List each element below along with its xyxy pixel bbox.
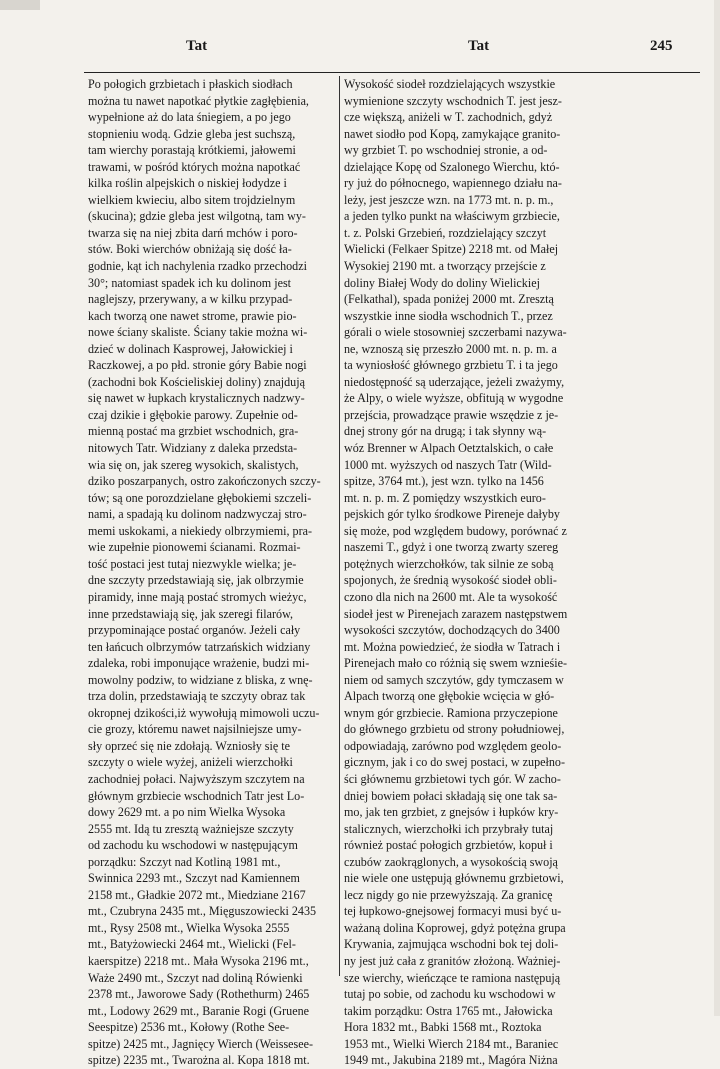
text-line: 2378 mt., Jaworowe Sady (Rothethurm) 2465 xyxy=(88,987,310,1002)
text-line: leży, jest jeszcze wzn. na 1773 mt. n. p. m., xyxy=(344,192,554,207)
right-text-column xyxy=(344,76,616,1069)
text-line: dne szczyty przedstawiają się, jak olbrzymie xyxy=(88,573,304,588)
header-rule xyxy=(84,72,700,73)
text-line: dnej strony gór na drugą; i tak słynny wą- xyxy=(344,424,547,439)
text-line: tej łupkowo-gnejsowej formacyi musi być u- xyxy=(344,904,562,919)
text-line: Raczkowej, a po płd. stronie góry Babie nogi xyxy=(88,358,307,373)
text-line: ny jest już cała z granitów złożoną. Ważniej- xyxy=(344,953,561,968)
text-line: spitze) 2235 mt., Twarożna al. Kopa 1818 mt. xyxy=(88,1053,310,1068)
text-line: tam wierchy porastają krótkiemi, jałowemi xyxy=(88,143,296,158)
page-number: 245 xyxy=(650,38,673,54)
text-line: stopnieniu wodą. Gdzie gleba jest suchszą, xyxy=(88,126,296,141)
text-line: cze większą, aniżeli w T. zachodnich, gdyż xyxy=(344,110,553,125)
text-line: wie zupełnie pionowemi ścianami. Rozmai- xyxy=(88,540,301,555)
text-line: ważaną dolina Koprowej, gdyż potężna grupa xyxy=(344,920,566,935)
text-line: niem od samych szczytów, gdy tymczasem w xyxy=(344,672,564,687)
text-line: również postać połogich grzbietów, kopuł i xyxy=(344,838,553,853)
text-line: wy grzbiet T. po wschodniej stronie, a od- xyxy=(344,143,548,158)
text-line: od zachodu ku wschodowi w następującym xyxy=(88,838,298,853)
text-line: godnie, kąt ich nachylenia rzadko przechodzi xyxy=(88,259,307,274)
text-line: ta wyniosłość głównego grzbietu T. i ta jego xyxy=(344,358,558,373)
text-line: Waże 2490 mt., Szczyt nad doliną Rówienki xyxy=(88,970,303,985)
text-line: ry już do północnego, wapiennego działu na- xyxy=(344,176,562,191)
text-line: nami, a spadają ku dolinom nadzwyczaj stro- xyxy=(88,507,307,522)
text-line: mt. n. p. m. Z pomiędzy wszystkich euro- xyxy=(344,490,546,505)
text-line: kaerspitze) 2218 mt.. Mała Wysoka 2196 mt., xyxy=(88,953,309,968)
text-line: można tu nawet napotkać płytkie zagłębienia, xyxy=(88,93,309,108)
text-line: mienną postać ma grzbiet wschodnich, gra- xyxy=(88,424,299,439)
text-line: czono dla nich na 2600 mt. Ale ta wysokość xyxy=(344,589,558,604)
text-line: się może, pod względem budowy, porównać z xyxy=(344,523,567,538)
text-line: że Alpy, o wiele wyższe, obfitują w wygodne xyxy=(344,391,564,406)
text-line: 1953 mt., Wielki Wierch 2184 mt., Baraniec xyxy=(344,1036,559,1051)
text-line: spojonych, że średnią wysokość siodeł obli- xyxy=(344,573,557,588)
text-line: wysokości szczytów, dochodzących do 3400 xyxy=(344,623,560,638)
text-line: dzieć w dolinach Kasprowej, Jałowickiej i xyxy=(88,341,293,356)
text-line: wypełnione aż do lata śniegiem, a po jego xyxy=(88,110,291,125)
text-line: takim porządku: Ostra 1765 mt., Jałowicka xyxy=(344,1003,553,1018)
text-line: tutaj po sobie, od zachodu ku wschodowi w xyxy=(344,987,556,1002)
text-line: porządku: Szczyt nad Kotliną 1981 mt., xyxy=(88,854,281,869)
text-line: nawet siodło pod Kopą, zamykające granito- xyxy=(344,126,561,141)
text-line: górali o wiele stosowniej szczerbami nazywa- xyxy=(344,325,567,340)
text-line: niedostępność są uderzające, jeżeli zważymy, xyxy=(344,374,565,389)
text-line: memi uskokami, a niekiedy olbrzymiemi, pra- xyxy=(88,523,313,538)
text-line: doliny Białej Wody do doliny Wielickiej xyxy=(344,275,540,290)
text-line: t. z. Polski Grzebień, rozdzielający szczyt xyxy=(344,225,547,240)
text-line: naglejszy, przerywany, a w kilku przypad- xyxy=(88,292,293,307)
column-divider xyxy=(339,76,340,976)
text-line: pejskich gór tylko środkowe Pireneje dałyby xyxy=(344,507,560,522)
text-line: 1000 mt. wyższych od naszych Tatr (Wild- xyxy=(344,457,552,472)
text-line: sły oprzeć się nie zdołają. Wzniosły się te xyxy=(88,738,290,753)
text-line: Wysokiej 2190 mt. a tworzący przejście z xyxy=(344,259,546,274)
text-line: Wysokość siodeł rozdzielających wszystkie xyxy=(344,77,556,91)
text-line: mt., Rysy 2508 mt., Wielka Wysoka 2555 xyxy=(88,920,290,935)
text-line: wnym gór grzbiecie. Ramiona przyczepione xyxy=(344,705,558,720)
text-line: wóz Brenner w Alpach Oetztalskich, o całe xyxy=(344,441,554,456)
text-line: mo, jak ten grzbiet, z gnejsów i łupków kry- xyxy=(344,805,559,820)
text-line: mt., Lodowy 2629 mt., Baranie Rogi (Gruene xyxy=(88,1003,310,1018)
text-line: do głównego grzbietu od strony południowej, xyxy=(344,722,565,737)
text-line: wielkiem kwieciu, albo sitem trojdzielnym xyxy=(88,192,296,207)
text-line: twarza się na niej zbita darń mchów i poro- xyxy=(88,225,298,240)
text-line: wszystkie inne siodła wschodnich T., przez xyxy=(344,308,553,323)
page-header xyxy=(0,38,720,60)
text-line: się nawet w łupkach krystalicznych nadzwy- xyxy=(88,391,305,406)
text-line: przypominające postać organów. Jeżeli cały xyxy=(88,623,301,638)
text-line: spitze, 3764 mt.), jest wzn. tylko na 1456 xyxy=(344,474,544,489)
text-line: dziko poszarpanych, ostro zakończonych szczy- xyxy=(88,474,321,489)
text-line: kilka roślin alpejskich o niskiej łodydze i xyxy=(88,176,287,191)
text-line: trza dolin, przedstawiają te szczyty obraz tak xyxy=(88,689,306,704)
text-line: Swinnica 2293 mt., Szczyt nad Kamiennem xyxy=(88,871,300,886)
text-line: inne przedstawiają się, jak szeregi filarów, xyxy=(88,606,294,621)
text-line: (skucina); gdzie gleba jest wilgotną, tam wy- xyxy=(88,209,306,224)
text-line: (Felkathal), spada poniżej 2000 mt. Zresztą xyxy=(344,292,554,307)
text-line: ten łańcuch olbrzymów tatrzańskich widziany xyxy=(88,639,311,654)
text-line: naszemi T., gdyż i one tworzą zwarty szereg xyxy=(344,540,559,555)
text-line: spitze) 2425 mt., Jagnięcy Wierch (Weissesee- xyxy=(88,1036,313,1051)
text-line: Alpach tworzą one głębokie wcięcia w głó- xyxy=(344,689,555,704)
text-line: ne, wznoszą się przeszło 2000 mt. n. p. m. a xyxy=(344,341,557,356)
text-line: głównym grzbiecie wschodnich Tatr jest Lo- xyxy=(88,788,305,803)
text-line: okropnej dzikości,iż wywołują mimowoli uczu- xyxy=(88,705,320,720)
text-line: dniej bowiem połaci składają się one tak sa- xyxy=(344,788,558,803)
text-line: piramidy, inne mają postać stromych wieżyc, xyxy=(88,589,307,604)
text-line: mt., Czubryna 2435 mt., Mięguszowiecki 2435 xyxy=(88,904,317,919)
text-line: przejścia, prowadzące prawie wszędzie z je- xyxy=(344,407,559,422)
text-line: Wielicki (Felkaer Spitze) 2218 mt. od Małej xyxy=(344,242,559,257)
text-line: Krywania, zajmująca wschodni bok tej doli- xyxy=(344,937,559,952)
text-line: 1949 mt., Jakubina 2189 mt., Magóra Niżna xyxy=(344,1053,558,1068)
text-line: tość postaci jest tutaj niezwykle wielka; je- xyxy=(88,556,297,571)
text-line: lecz nigdy go nie przewyższają. Za granicę xyxy=(344,887,553,902)
text-line: 30°; natomiast spadek ich ku dolinom jest xyxy=(88,275,292,290)
text-line: dzielające Kopę od Szalonego Wierchu, któ- xyxy=(344,159,560,174)
text-line: mt., Batyżowiecki 2464 mt., Wielicki (Fel- xyxy=(88,937,296,952)
right-running-head: Tat xyxy=(468,38,490,54)
text-line: ści głównemu grzbietowi tych gór. W zacho- xyxy=(344,771,561,786)
text-line: 2555 mt. Idą tu zresztą ważniejsze szczyty xyxy=(88,821,294,836)
text-line: Pirenejach mało co różnią się swem wznieśie- xyxy=(344,656,567,671)
text-line: zdaleka, robi imponujące wrażenie, budzi mi- xyxy=(88,656,310,671)
text-line: cie grozy, któremu nawet najsilniejsze umy- xyxy=(88,722,302,737)
text-line: nie wiele one ustępują głównemu grzbietowi, xyxy=(344,871,564,886)
left-running-head: Tat xyxy=(186,38,208,54)
text-line: (zachodni bok Kościeliskiej doliny) znajdują xyxy=(88,374,305,389)
text-line: a jeden tylko punkt na właściwym grzbiecie, xyxy=(344,209,560,224)
text-line: czubów zaokrąglonych, a wysokością swoją xyxy=(344,854,558,869)
text-line: nitowych Tatr. Widziany z daleka przedsta- xyxy=(88,441,298,456)
text-line: sze wierchy, wieńczące te ramiona następują xyxy=(344,970,561,985)
text-line: stów. Boki wierchów obniżają się dość ła- xyxy=(88,242,292,257)
text-line: wymienione szczyty wschodnich T. jest jesz- xyxy=(344,93,562,108)
text-line: kach tworzą one nawet strome, prawie pio- xyxy=(88,308,297,323)
scan-edge xyxy=(714,0,720,1016)
text-line: odpowiadają, zarówno pod względem geolo- xyxy=(344,738,562,753)
scan-corner-mark xyxy=(0,0,40,10)
text-line: czaj dzikie i głębokie parowy. Zupełnie od- xyxy=(88,407,298,422)
text-line: Hora 1832 mt., Babki 1568 mt., Roztoka xyxy=(344,1020,542,1035)
left-text-column xyxy=(88,76,336,1069)
text-line: wia się on, jak szereg wysokich, skalistych, xyxy=(88,457,299,472)
text-line: mowolny podziw, to widziane z bliska, z wnę- xyxy=(88,672,313,687)
text-line: gicznym, jak i co do swej postaci, w zupełno- xyxy=(344,755,565,770)
text-line: siodeł jest w Pirenejach zarazem następstwem xyxy=(344,606,568,621)
text-line: trawami, w pośród których można napotkać xyxy=(88,159,301,174)
text-line: Po połogich grzbietach i płaskich siodłach xyxy=(88,77,293,91)
text-line: szczyty o wiele wyżej, aniżeli wierzchołki xyxy=(88,755,293,770)
text-line: 2158 mt., Gładkie 2072 mt., Miedziane 2167 xyxy=(88,887,306,902)
text-line: potężnych wierzchołków, tak silnie ze sobą xyxy=(344,556,554,571)
text-line: mt. Można powiedzieć, że siodła w Tatrach i xyxy=(344,639,561,654)
text-line: nowe ściany skaliste. Ściany takie można wi- xyxy=(88,325,308,340)
text-line: zachodniej połaci. Najwyższym szczytem na xyxy=(88,771,305,786)
text-line: Seespitze) 2536 mt., Kołowy (Rothe See- xyxy=(88,1020,290,1035)
text-line: stalicznych, wierzchołki ich przybrały tutaj xyxy=(344,821,554,836)
text-line: dowy 2629 mt. a po nim Wielka Wysoka xyxy=(88,805,286,820)
text-line: tów; są one porozdzielane głębokiemi szczeli- xyxy=(88,490,312,505)
